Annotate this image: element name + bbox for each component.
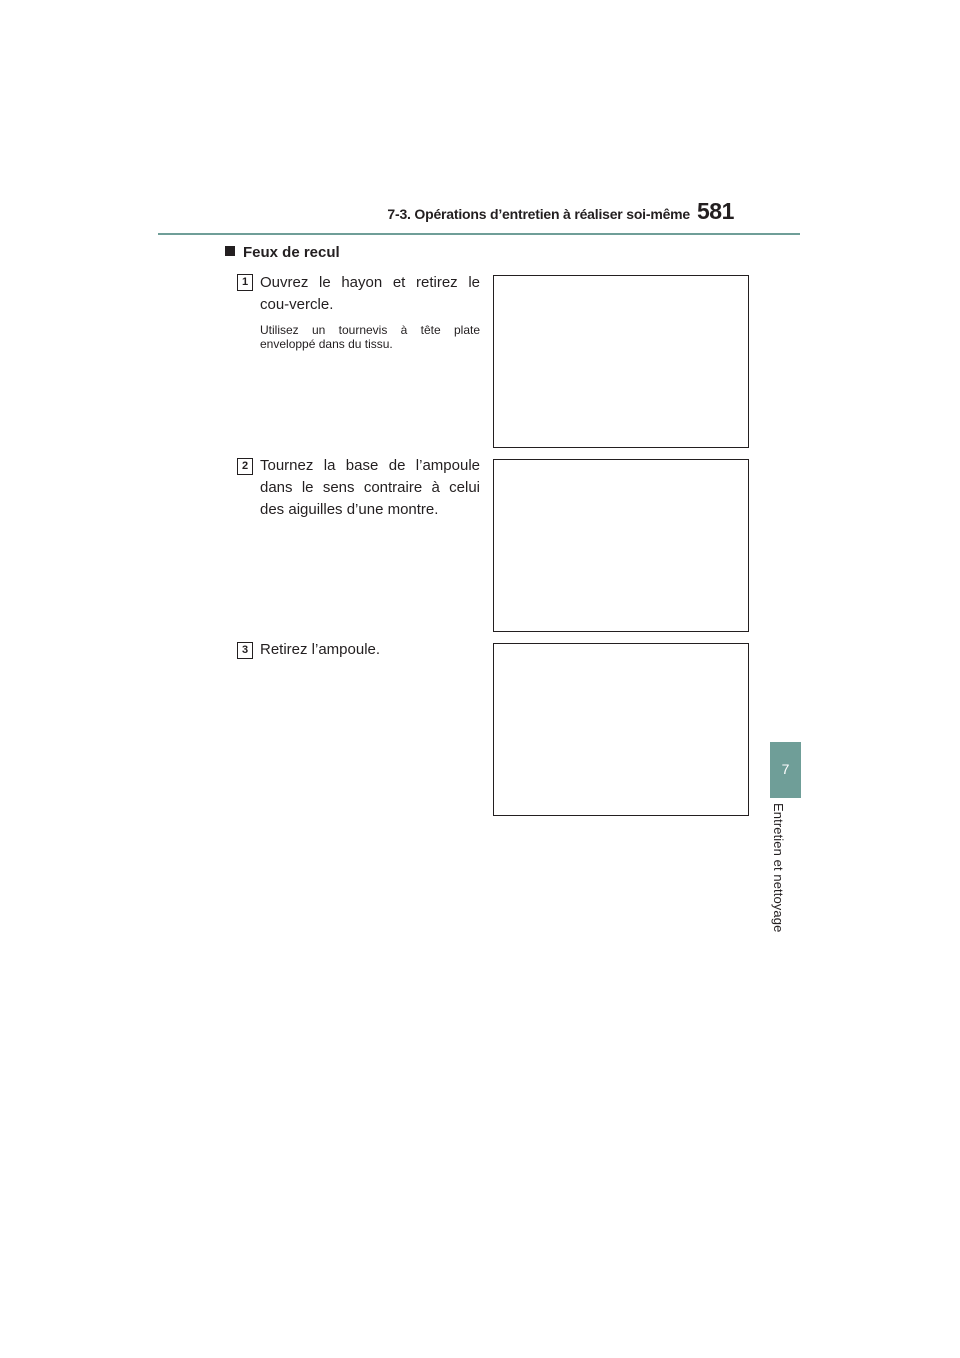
chapter-number: 7 <box>781 761 790 777</box>
page-number: 581 <box>697 198 734 224</box>
section-heading <box>225 244 340 261</box>
step-instruction: Tournez la base de l’ampoule dans le sens contraire à celui des aiguilles d’une montre. <box>260 457 480 518</box>
step-note: Utilisez un tournevis à tête plate enveloppé dans du tissu. <box>260 323 480 351</box>
section-heading-text: Feux de recul <box>243 244 340 261</box>
step-number-badge: 3 <box>237 642 253 659</box>
header-divider <box>158 233 800 235</box>
section-title: 7-3. Opérations d’entretien à réaliser soi-même <box>387 206 690 222</box>
chapter-tab <box>770 742 801 798</box>
step-instruction: Ouvrez le hayon et retirez le cou-vercle. <box>260 274 480 313</box>
illustration-figure <box>493 459 749 632</box>
step-number-badge: 1 <box>237 274 253 291</box>
illustration-figure <box>493 275 749 448</box>
step-instruction: Retirez l’ampoule. <box>260 641 381 658</box>
step-number-badge: 2 <box>237 458 253 475</box>
bullet-square-icon <box>225 246 235 256</box>
illustration-figure <box>493 643 749 816</box>
chapter-side-label: Entretien et nettoyage <box>771 803 786 933</box>
